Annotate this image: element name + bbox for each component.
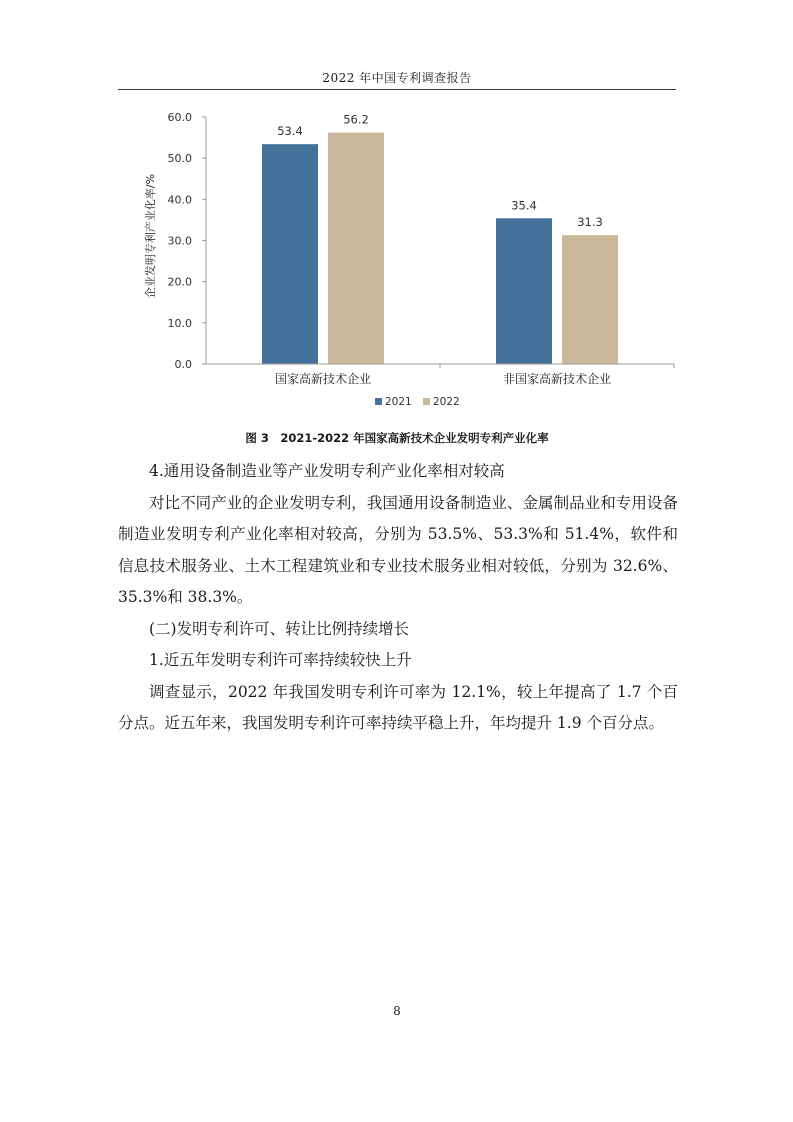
header-rule — [118, 89, 676, 90]
bar-2021-1 — [496, 218, 552, 364]
y-tick-label: 0.0 — [174, 358, 192, 371]
y-axis-label: 企业发明专利产业化率/% — [144, 173, 157, 299]
y-tick-label: 30.0 — [167, 234, 192, 248]
legend — [375, 396, 460, 408]
y-tick-label: 60.0 — [167, 111, 192, 124]
y-axis — [168, 111, 207, 371]
y-tick-label: 10.0 — [167, 316, 192, 330]
bar-2022-0 — [328, 133, 384, 364]
bar-2021-0 — [262, 144, 318, 364]
data-labels — [277, 113, 603, 230]
legend-label: 2021 — [385, 396, 412, 408]
bar-chart — [118, 100, 678, 420]
paragraph-industry: 对比不同产业的企业发明专利，我国通用设备制造业、金属制品业和专用设备制造业发明专利产业化率相对较高，分别为 53.5%、53.3%和 51.4%，软件和信息技术服务业、土木工程建筑业和专业技术服务业相对较低，分别为 32.6%、35.3%和 38.3%。 — [118, 493, 678, 606]
paragraph-license: 调查显示，2022 年我国发明专利许可率为 12.1%，较上年提高了 1.7 个百分点。近五年来，我国发明专利许可率持续平稳上升，年均提升 1.9 个百分点。 — [118, 682, 678, 732]
y-tick-label: 20.0 — [167, 275, 192, 289]
data-label: 31.3 — [577, 215, 603, 230]
legend-label: 2022 — [433, 396, 460, 408]
data-label: 56.2 — [343, 112, 369, 127]
legend-swatch-2022 — [423, 398, 430, 405]
x-axis — [206, 364, 674, 386]
page-number: 8 — [393, 1004, 401, 1018]
x-tick-label: 国家高新技术企业 — [274, 372, 372, 386]
data-label: 53.4 — [277, 124, 303, 139]
legend-swatch-2021 — [375, 398, 382, 405]
data-label: 35.4 — [511, 198, 537, 213]
bars — [262, 133, 618, 364]
running-header: 2022 年中国专利调查报告 — [322, 71, 472, 85]
section-heading-2: (二)发明专利许可、转让比例持续增长 — [149, 619, 410, 638]
section-heading-1: 1.近五年发明专利许可率持续较快上升 — [149, 651, 412, 669]
y-tick-label: 40.0 — [167, 193, 192, 207]
bar-2022-1 — [562, 235, 618, 364]
x-tick-label: 非国家高新技术企业 — [502, 372, 612, 386]
y-tick-label: 50.0 — [167, 152, 192, 166]
section-heading-4: 4.通用设备制造业等产业发明专利产业化率相对较高 — [149, 462, 505, 480]
figure-caption: 图 3 2021-2022 年国家高新技术企业发明专利产业化率 — [245, 431, 549, 445]
body-text — [118, 456, 678, 740]
